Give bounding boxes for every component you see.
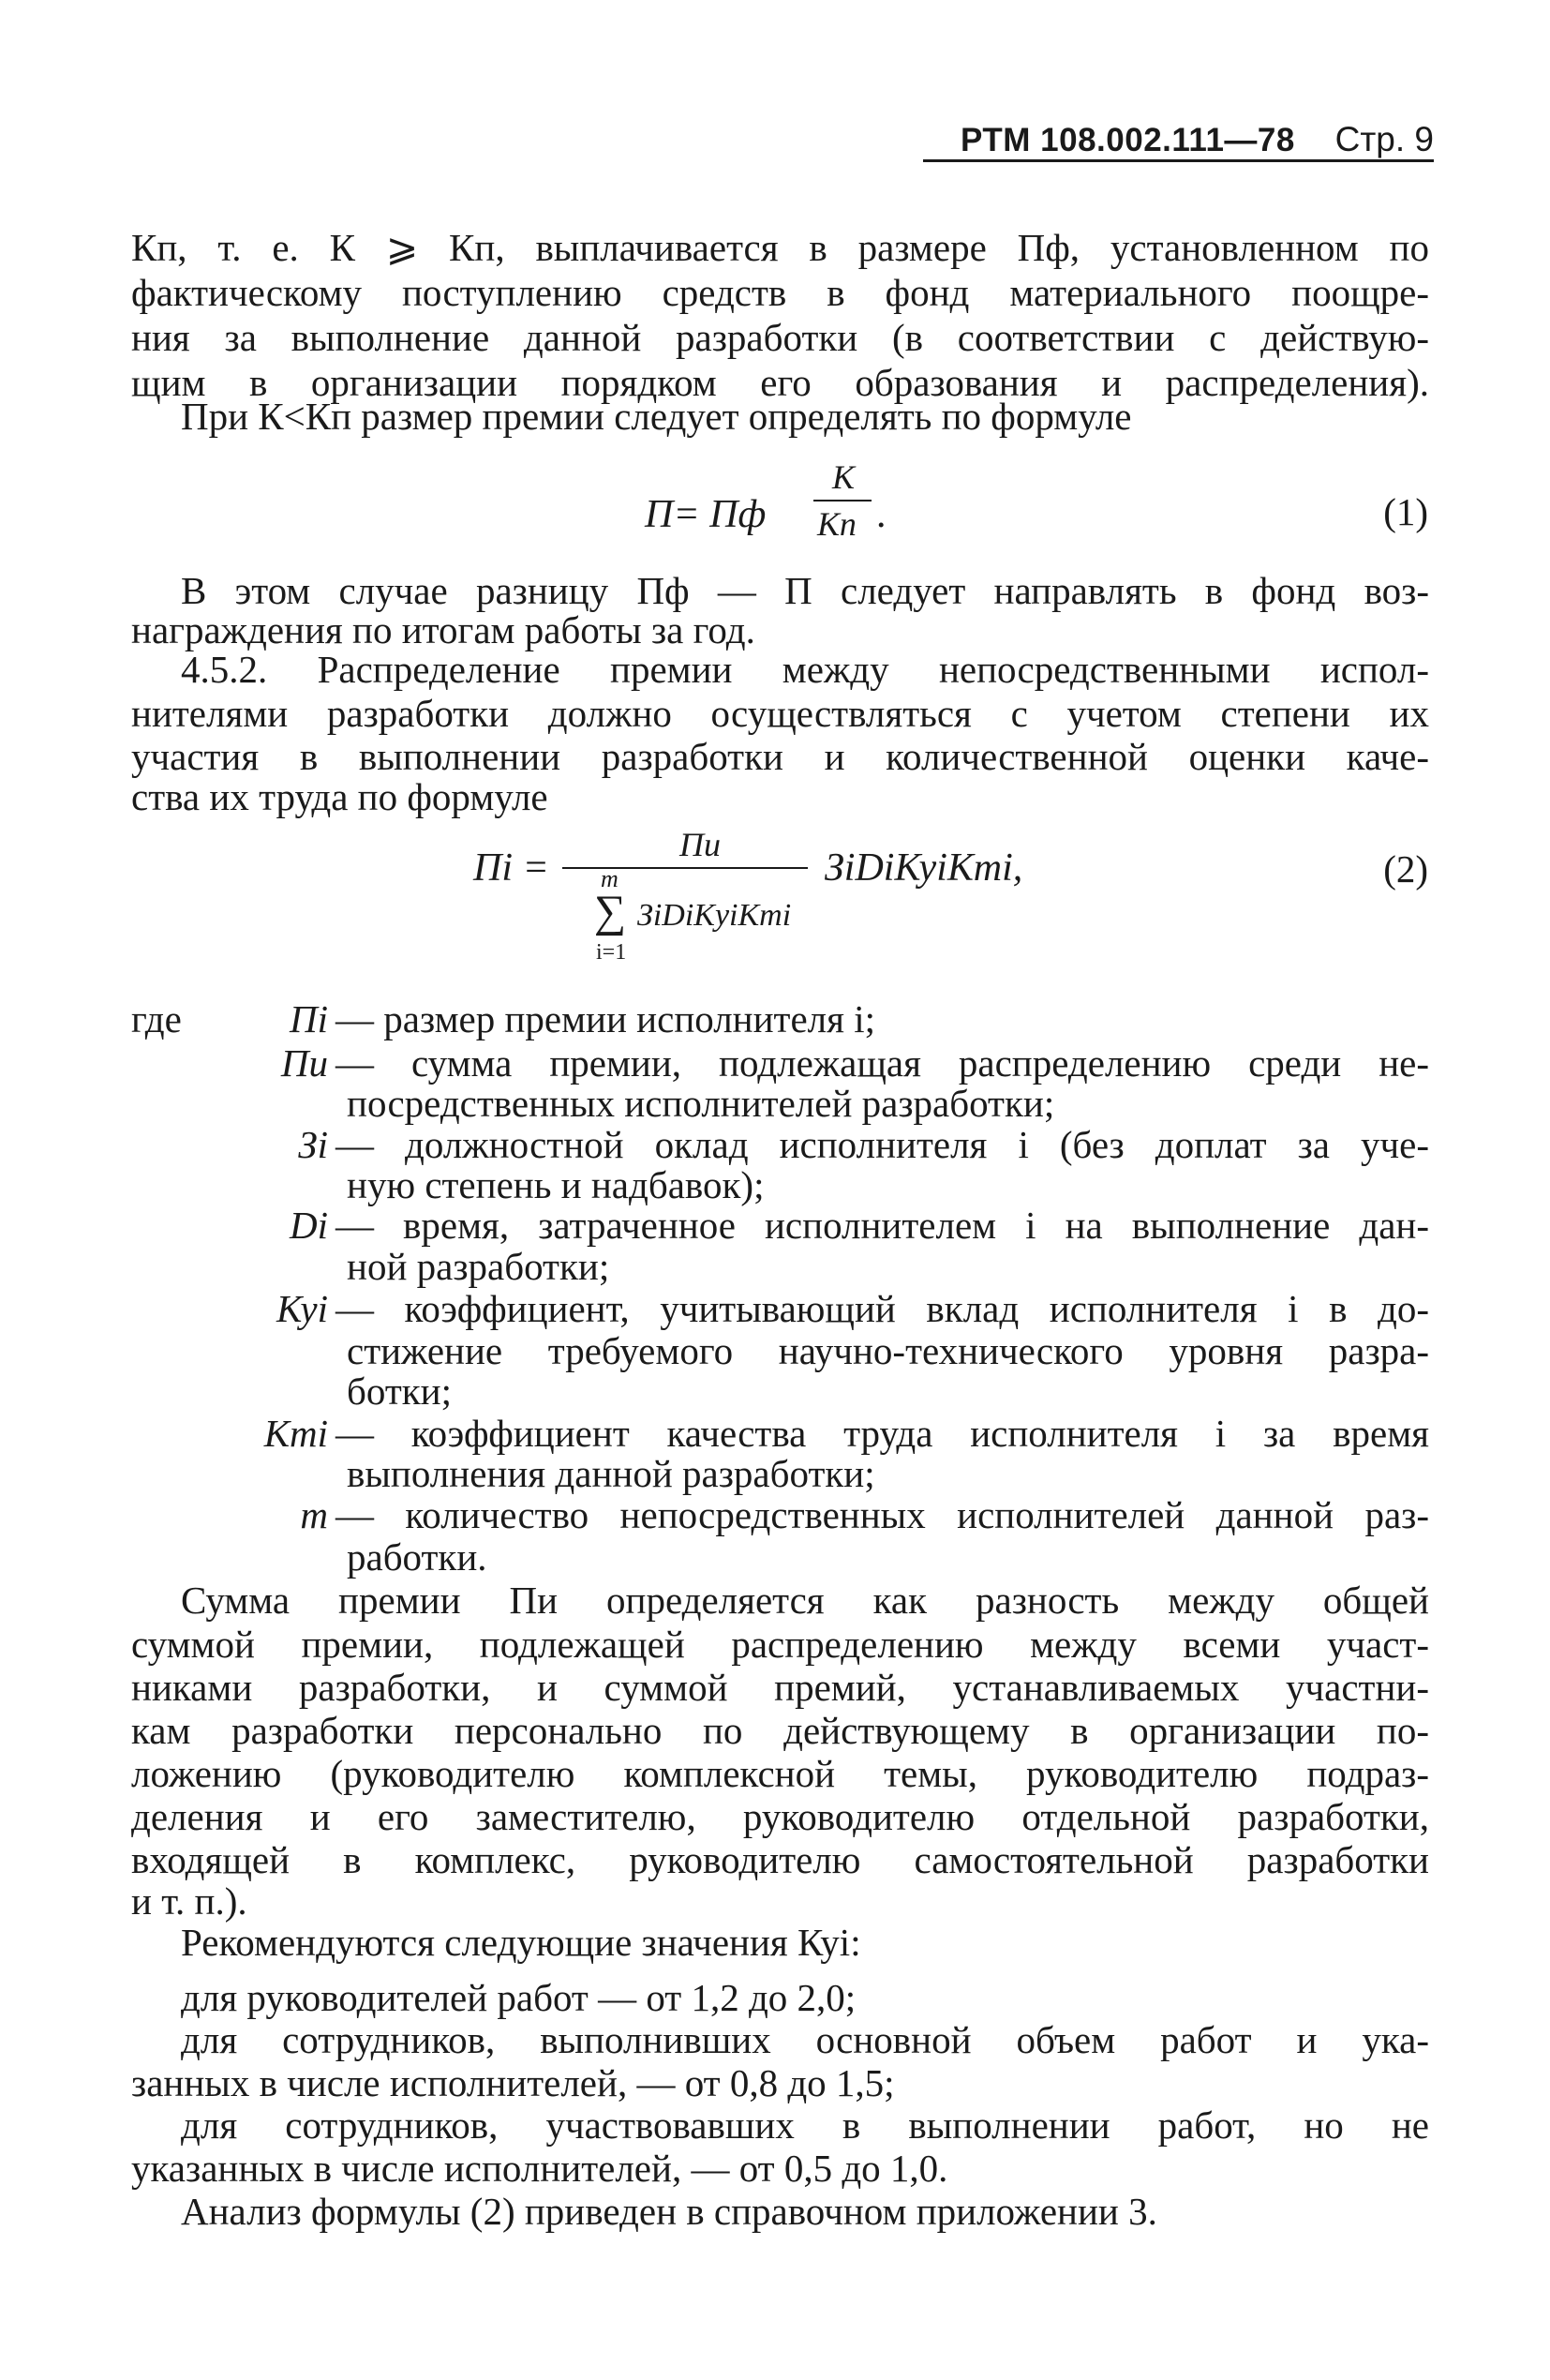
definition-line: выполнения данной разработки; <box>347 1452 875 1495</box>
definition-line: — время, затраченное исполнителем i на выполнение дан- <box>335 1204 1429 1247</box>
text-line: фактическому поступлению средств в фонд материального поощре- <box>131 271 1429 314</box>
text-line: нителями разработки должно осуществляться с учетом степени их <box>131 692 1429 735</box>
text-line: суммой премии, подлежащей распределению между всеми участ- <box>131 1623 1429 1666</box>
definition-line: — коэффициент качества труда исполнителя i за время <box>335 1412 1429 1455</box>
text-line: В этом случае разницу Пф — П следует направлять в фонд воз- <box>181 569 1429 612</box>
text-line: Рекомендуются следующие значения Куi: <box>181 1921 861 1964</box>
definition-symbol: Пи <box>280 1041 328 1085</box>
text-line: для руководителей работ — от 1,2 до 2,0; <box>181 1976 857 2019</box>
fraction-bar <box>562 867 808 869</box>
formula-2-numerator: Пи <box>679 826 721 863</box>
text-line: входящей в комплекс, руководителю самостоятельной разработки <box>131 1838 1429 1881</box>
text-line: Анализ формулы (2) приведен в справочном приложении 3. <box>181 2190 1157 2233</box>
text-line: щим в организации порядком его образования и распределения). <box>131 361 1429 404</box>
text-line: кам разработки персонально по действующему в организации по- <box>131 1709 1429 1752</box>
sum-lower-limit: i=1 <box>596 940 627 965</box>
formula-2-denominator: ЗiDiKyiKтi <box>637 898 792 933</box>
text-line: ложению (руководителю комплексной темы, руководителю подраз- <box>131 1752 1429 1795</box>
text-line: указанных в числе исполнителей, — от 0,5 до 1,0. <box>131 2147 948 2190</box>
definition-symbol: Пi <box>290 997 328 1040</box>
formula-1-lhs: П= Пф <box>645 493 767 536</box>
text-line: никами разработки, и суммой премий, устанавливаемых участни- <box>131 1666 1429 1709</box>
formula-2-rhs: ЗiDiКуiКтi, <box>825 846 1023 890</box>
definition-symbol: Ктi <box>263 1412 328 1455</box>
text-line: 4.5.2. Распределение премии между непосредственными испол- <box>181 648 1429 691</box>
text-line: награждения по итогам работы за год. <box>131 608 755 651</box>
definition-line: ной разработки; <box>347 1245 610 1288</box>
text-line: участия в выполнении разработки и количественной оценки каче- <box>131 735 1429 778</box>
sum-upper-limit: m <box>601 865 619 892</box>
page-header <box>923 114 1434 162</box>
definition-symbol: Куi <box>276 1287 328 1330</box>
text-line: ства их труда по формуле <box>131 775 548 818</box>
definition-symbol: Di <box>290 1204 328 1247</box>
equation-number-2: (2) <box>1383 847 1428 891</box>
definition-line: посредственных исполнителей разработки; <box>347 1082 1055 1125</box>
definition-symbol: Зi <box>298 1123 328 1166</box>
text-line: для сотрудников, участвовавших в выполнении работ, но не <box>181 2103 1429 2147</box>
text-line: Кп, т. е. К ⩾ Кп, выплачивается в размере Пф, установленном по <box>131 226 1429 269</box>
formula-1-tail: . <box>877 493 887 536</box>
fraction-bar <box>813 500 872 501</box>
text-line: ния за выполнение данной разработки (в соответствии с действую- <box>131 316 1429 359</box>
formula-1-denominator: Кп <box>817 505 857 543</box>
text-line: При К<Кп размер премии следует определять по формуле <box>181 395 1132 438</box>
text-line: для сотрудников, выполнивших основной объем работ и ука- <box>181 2018 1429 2061</box>
definition-line: ную степень и надбавок); <box>347 1163 765 1206</box>
equation-number-1: (1) <box>1383 490 1428 533</box>
text-line: и т. п.). <box>131 1879 247 1923</box>
where-label: где <box>131 997 182 1040</box>
page-number: Стр. 9 <box>1334 120 1434 158</box>
formula-1-numerator: К <box>832 458 855 496</box>
definition-line: — коэффициент, учитывающий вклад исполнителя i в до- <box>335 1287 1429 1330</box>
definition-line: стижение требуемого научно-технического уровня разра- <box>347 1329 1429 1372</box>
text-line: деления и его заместителю, руководителю отдельной разработки, <box>131 1795 1429 1838</box>
document-code: РТМ 108.002.111—78 <box>961 122 1295 158</box>
definition-line: — сумма премии, подлежащая распределению среди не- <box>335 1041 1429 1085</box>
sum-sign: ∑ <box>594 887 627 936</box>
definition-line: — размер премии исполнителя i; <box>335 997 876 1040</box>
formula-2-lhs: Пi = <box>473 846 549 890</box>
definition-line: работки. <box>347 1535 487 1579</box>
definition-line: — количество непосредственных исполнителей данной раз- <box>335 1493 1429 1536</box>
definition-symbol: m <box>300 1493 328 1536</box>
definition-line: — должностной оклад исполнителя i (без доплат за уче- <box>335 1123 1429 1166</box>
text-line: занных в числе исполнителей, — от 0,8 до 1,5; <box>131 2061 895 2104</box>
text-line: Сумма премии Пи определяется как разность между общей <box>181 1579 1429 1622</box>
definition-line: ботки; <box>347 1370 452 1413</box>
